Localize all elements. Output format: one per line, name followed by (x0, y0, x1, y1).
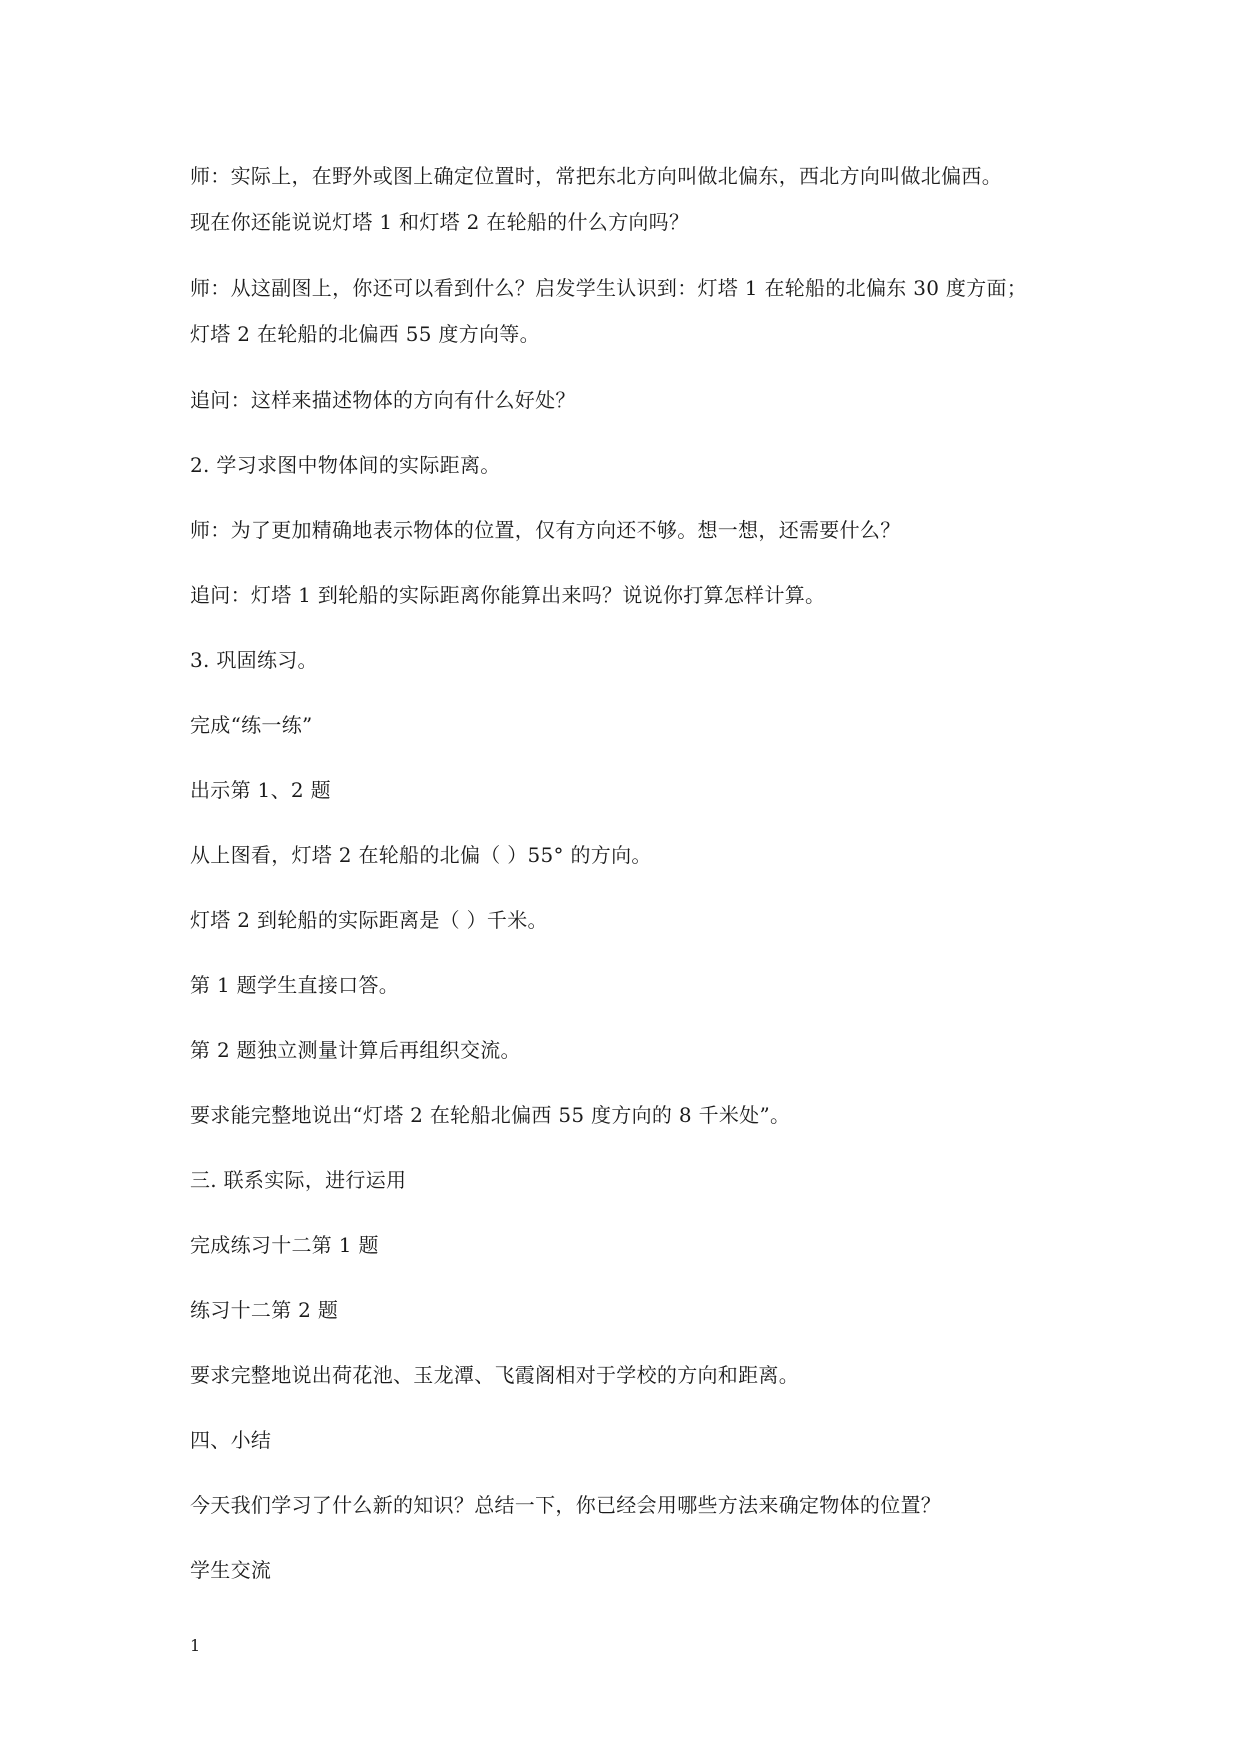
paragraph-line: 现在你还能说说灯塔 1 和灯塔 2 在轮船的什么方向吗？ (190, 210, 690, 234)
paragraph-line: 今天我们学习了什么新的知识？总结一下，你已经会用哪些方法来确定物体的位置？ (190, 1493, 942, 1517)
paragraph-line: 完成“练一练” (190, 713, 313, 737)
paragraph-line: 师：为了更加精确地表示物体的位置，仅有方向还不够。想一想，还需要什么？ (190, 518, 901, 542)
paragraph-line: 第 1 题学生直接口答。 (190, 973, 400, 997)
page-number: 1 (190, 1636, 201, 1655)
section-heading: 3. 巩固练习。 (190, 648, 318, 672)
section-heading: 2. 学习求图中物体间的实际距离。 (190, 453, 501, 477)
paragraph-line: 完成练习十二第 1 题 (190, 1233, 379, 1257)
exercise-line: 灯塔 2 到轮船的实际距离是（ ）千米。 (190, 908, 548, 932)
section-heading: 四、小结 (190, 1428, 272, 1452)
paragraph-line: 要求完整地说出荷花池、玉龙潭、飞霞阁相对于学校的方向和距离。 (190, 1363, 799, 1387)
exercise-line: 从上图看，灯塔 2 在轮船的北偏（ ）55° 的方向。 (190, 843, 652, 867)
paragraph-line: 要求能完整地说出“灯塔 2 在轮船北偏西 55 度方向的 8 千米处”。 (190, 1103, 791, 1127)
paragraph-line: 练习十二第 2 题 (190, 1298, 339, 1322)
paragraph-line: 师：从这副图上，你还可以看到什么？启发学生认识到：灯塔 1 在轮船的北偏东 30 度方面； (190, 276, 1028, 300)
paragraph-line: 第 2 题独立测量计算后再组织交流。 (190, 1038, 521, 1062)
paragraph-line: 出示第 1、2 题 (190, 778, 331, 802)
section-heading: 三. 联系实际，进行运用 (190, 1168, 407, 1192)
paragraph-line: 灯塔 2 在轮船的北偏西 55 度方向等。 (190, 322, 540, 346)
paragraph-line: 追问：这样来描述物体的方向有什么好处？ (190, 388, 576, 412)
paragraph-line: 追问：灯塔 1 到轮船的实际距离你能算出来吗？说说你打算怎样计算。 (190, 583, 826, 607)
paragraph-line: 学生交流 (190, 1558, 272, 1582)
paragraph-line: 师：实际上，在野外或图上确定位置时，常把东北方向叫做北偏东，西北方向叫做北偏西。 (190, 164, 1002, 188)
